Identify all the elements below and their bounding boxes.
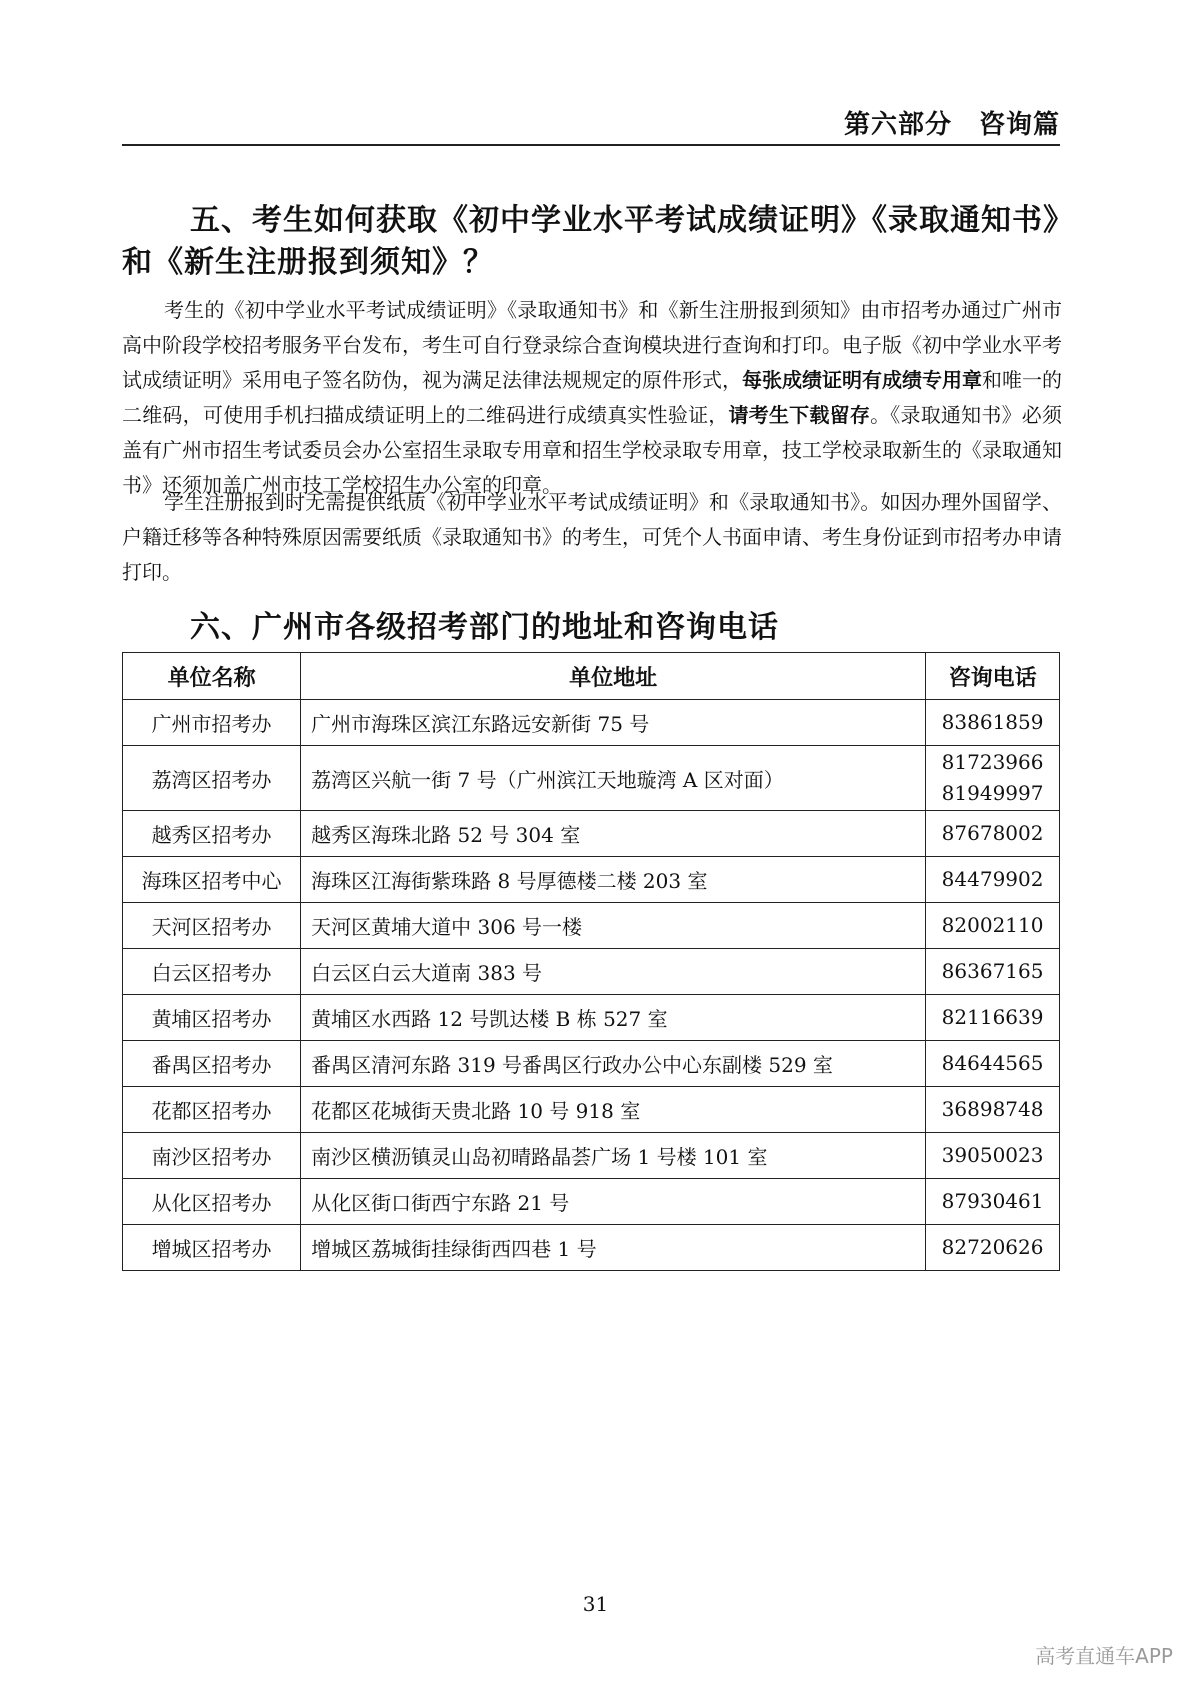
- table-row: [123, 949, 1060, 995]
- unit-name: 荔湾区招考办: [123, 746, 301, 811]
- table-row: [123, 1087, 1060, 1133]
- unit-phone: 84644565: [926, 1041, 1060, 1087]
- p1-text-a: 考生的《初中学业水平考试成绩证明》《录取通知书》和《新生注册报到须知》由市招考办通过广州市高中阶段学校招考服务平台发布，考生可自行登录综合查询模块进行查询和打印。电子版《初中学业水平考试成绩证明》采用电子签名防伪，视为满足法律法规规定的原件形式，: [122, 298, 1062, 392]
- table-row: [123, 857, 1060, 903]
- unit-name: 番禺区招考办: [123, 1041, 301, 1087]
- unit-name: 天河区招考办: [123, 903, 301, 949]
- unit-phone-2: 81949997: [941, 781, 1044, 805]
- unit-address: 花都区花城街天贵北路 10 号 918 室: [301, 1087, 926, 1133]
- header-title: 第六部分 咨询篇: [843, 110, 1060, 140]
- unit-phone: 82002110: [926, 903, 1060, 949]
- unit-name: 广州市招考办: [123, 700, 301, 746]
- table-row: [123, 746, 1060, 811]
- unit-phone: 36898748: [926, 1087, 1060, 1133]
- unit-phone: 81723966: [941, 750, 1044, 774]
- unit-phone: 39050023: [926, 1133, 1060, 1179]
- header-phone: 咨询电话: [926, 653, 1060, 700]
- section5-paragraph-1: [122, 293, 1062, 503]
- unit-address: 白云区白云大道南 383 号: [301, 949, 926, 995]
- table-row: [123, 1041, 1060, 1087]
- table-row: [123, 903, 1060, 949]
- unit-phone: 87678002: [926, 811, 1060, 857]
- p1-bold-d: 请考生下载留存: [728, 403, 871, 427]
- unit-phone: 84479902: [926, 857, 1060, 903]
- unit-name: 越秀区招考办: [123, 811, 301, 857]
- table-row: [123, 1225, 1060, 1271]
- unit-phone: 87930461: [926, 1179, 1060, 1225]
- unit-name: 从化区招考办: [123, 1179, 301, 1225]
- unit-name: 花都区招考办: [123, 1087, 301, 1133]
- unit-name: 南沙区招考办: [123, 1133, 301, 1179]
- unit-phone: 82116639: [926, 995, 1060, 1041]
- section5-paragraph-2: 学生注册报到时无需提供纸质《初中学业水平考试成绩证明》和《录取通知书》。如因办理外国留学、户籍迁移等各种特殊原因需要纸质《录取通知书》的考生，可凭个人书面申请、考生身份证到市招考办申请打印。: [122, 490, 1062, 584]
- unit-phone-cell: [926, 746, 1060, 811]
- table-row: [123, 811, 1060, 857]
- table-header-row: [123, 653, 1060, 700]
- p1-bold-b: 每张成绩证明有成绩专用章: [742, 368, 982, 392]
- contacts-table: [122, 652, 1060, 1271]
- unit-name: 增城区招考办: [123, 1225, 301, 1271]
- unit-address: 天河区黄埔大道中 306 号一楼: [301, 903, 926, 949]
- table-row: [123, 700, 1060, 746]
- unit-name: 黄埔区招考办: [123, 995, 301, 1041]
- unit-address: 从化区街口街西宁东路 21 号: [301, 1179, 926, 1225]
- header-address: 单位地址: [301, 653, 926, 700]
- unit-name: 白云区招考办: [123, 949, 301, 995]
- unit-address: 荔湾区兴航一街 7 号（广州滨江天地璇湾 A 区对面）: [301, 746, 926, 811]
- page-header: [122, 96, 1060, 146]
- unit-phone: 83861859: [926, 700, 1060, 746]
- page-number: 31: [582, 1592, 609, 1616]
- unit-address: 南沙区横沥镇灵山岛初晴路晶荟广场 1 号楼 101 室: [301, 1133, 926, 1179]
- unit-address: 广州市海珠区滨江东路远安新街 75 号: [301, 700, 926, 746]
- unit-address: 番禺区清河东路 319 号番禺区行政办公中心东副楼 529 室: [301, 1041, 926, 1087]
- p1-text-c: 和唯一的二维码，可使用手机扫描成绩证明上的二维码进行成绩真实性验证，: [122, 368, 1062, 427]
- unit-address: 海珠区江海街紫珠路 8 号厚德楼二楼 203 室: [301, 857, 926, 903]
- header-unit: 单位名称: [123, 653, 301, 700]
- unit-phone: 82720626: [926, 1225, 1060, 1271]
- section5-title: 五、考生如何获取《初中学业水平考试成绩证明》《录取通知书》和《新生注册报到须知》？: [122, 203, 1059, 280]
- unit-address: 越秀区海珠北路 52 号 304 室: [301, 811, 926, 857]
- unit-address: 黄埔区水西路 12 号凯达楼 B 栋 527 室: [301, 995, 926, 1041]
- unit-name: 海珠区招考中心: [123, 857, 301, 903]
- table-row: [123, 995, 1060, 1041]
- p1-text-e: 。《录取通知书》必须盖有广州市招生考试委员会办公室招生录取专用章和招生学校录取专用章，技工学校录取新生的《录取通知书》还须加盖广州市技工学校招生办公室的印章。: [122, 403, 1063, 497]
- section6-title: 六、广州市各级招考部门的地址和咨询电话: [190, 610, 779, 645]
- unit-address: 增城区荔城街挂绿街西四巷 1 号: [301, 1225, 926, 1271]
- table-row: [123, 1179, 1060, 1225]
- watermark: 高考直通车APP: [1035, 1644, 1173, 1668]
- table-row: [123, 1133, 1060, 1179]
- unit-phone: 86367165: [926, 949, 1060, 995]
